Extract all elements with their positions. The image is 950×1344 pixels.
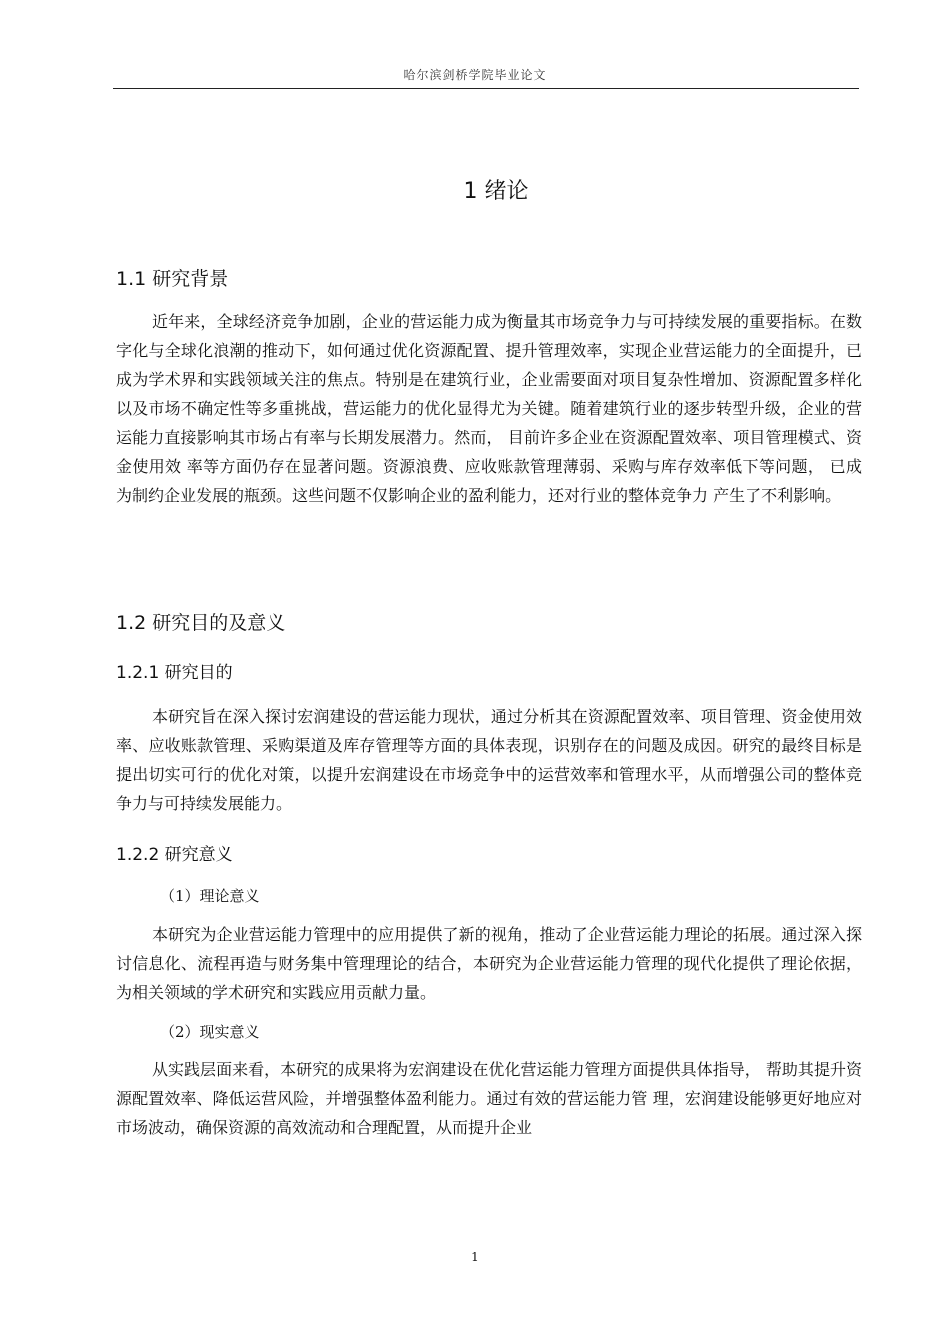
chapter-title: 1 绪论: [463, 179, 529, 204]
paragraph-research-background: 近年来，全球经济竞争加剧，企业的营运能力成为衡量其市场竞争力与可持续发展的重要指标。在数字化与全球化浪潮的推动下，如何通过优化资源配置、提升管理效率，实现企业营运能力的全面提升，已成为学术界和实践领域关注的焦点。特别是在建筑行业，企业需要面对项目复杂性增加、资源配置多样化以及市场不确定性等多重挑战，营运能力的优化显得尤为关键。随着建筑行业的逐步转型升级，企业的营运能力直接影响其市场占有率与长期发展潜力。然而， 目前许多企业在资源配置效率、项目管理模式、资金使用效 率等方面仍存在显著问题。资源浪费、应收账款管理薄弱、采购与库存效率低下等问题， 已成为制约企业发展的瓶颈。这些问题不仅影响企业的盈利能力，还对行业的整体竞争力 产生了不利影响。: [116, 312, 862, 505]
section-heading-1-2-2: 1.2.2 研究意义: [116, 845, 233, 865]
label-theoretical-significance: （1）理论意义: [160, 887, 260, 905]
paragraph-research-purpose: 本研究旨在深入探讨宏润建设的营运能力现状，通过分析其在资源配置效率、项目管理、资金使用效率、应收账款管理、采购渠道及库存管理等方面的具体表现，识别存在的问题及成因。研究的最终目标是提出切实可行的优化对策，以提升宏润建设在市场竞争中的运营效率和管理水平，从而增强公司的整体竞争力与可持续发展能力。: [116, 707, 862, 813]
running-header: 哈尔滨剑桥学院毕业论文: [403, 68, 547, 82]
paragraph-theoretical-significance: 本研究为企业营运能力管理中的应用提供了新的视角，推动了企业营运能力理论的拓展。通过深入探讨信息化、流程再造与财务集中管理理论的结合，本研究为企业营运能力管理的现代化提供了理论依据，为相关领域的学术研究和实践应用贡献力量。: [116, 925, 862, 1002]
section-heading-1-2-1: 1.2.1 研究目的: [116, 663, 233, 683]
header-rule: [113, 88, 859, 89]
section-heading-1-1: 1.1 研究背景: [116, 268, 229, 290]
paragraph-practical-significance: 从实践层面来看，本研究的成果将为宏润建设在优化营运能力管理方面提供具体指导， 帮助其提升资源配置效率、降低运营风险，并增强整体盈利能力。通过有效的营运能力管 理，宏润建设能够更好地应对市场波动，确保资源的高效流动和合理配置，从而提升企业: [116, 1060, 862, 1137]
page-number: 1: [471, 1250, 479, 1264]
label-practical-significance: （2）现实意义: [160, 1023, 260, 1041]
section-heading-1-2: 1.2 研究目的及意义: [116, 612, 286, 634]
